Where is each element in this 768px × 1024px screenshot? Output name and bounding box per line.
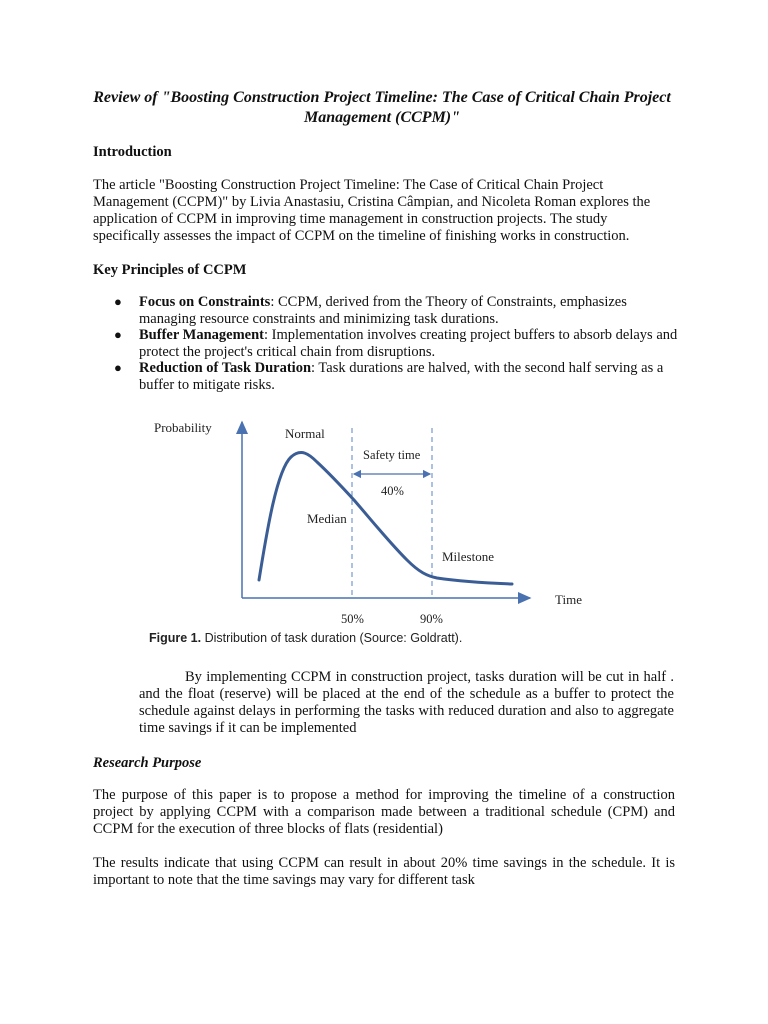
figure-caption bbox=[149, 631, 569, 645]
key-principles-heading: Key Principles of CCPM bbox=[93, 262, 247, 278]
task-duration-figure bbox=[145, 410, 595, 655]
introduction-heading: Introduction bbox=[93, 144, 172, 160]
bullet-icon: ● bbox=[114, 294, 122, 309]
principles-list bbox=[114, 294, 679, 394]
implementation-text: By implementing CCPM in construction project, tasks duration will be cut in half . and the float (reserve) will be placed at the end of the schedule as a buffer to protect the schedule against delays in performing the tasks with reduced duration and also to aggregate time savings if it can be implemented bbox=[139, 669, 674, 736]
distribution-curve bbox=[259, 453, 512, 584]
research-purpose-paragraph: The purpose of this paper is to propose a method for improving the timeline of a construction project by applying CCPM with a comparison made between a traditional schedule (CPM) and CCPM for the execution of three blocks of flats (residential) bbox=[93, 787, 675, 837]
list-item bbox=[114, 360, 679, 393]
bullet-label: Focus on Constraints bbox=[139, 294, 271, 310]
bullet-icon: ● bbox=[114, 327, 122, 343]
normal-label: Normal bbox=[285, 426, 325, 441]
caption-number: Figure 1. bbox=[149, 631, 202, 645]
list-item bbox=[114, 327, 679, 360]
research-purpose-heading: Research Purpose bbox=[93, 755, 202, 771]
safety-time-label: Safety time bbox=[363, 448, 421, 462]
tick-label-90: 90% bbox=[420, 612, 443, 626]
safety-percent-label: 40% bbox=[381, 484, 404, 498]
milestone-label: Milestone bbox=[442, 549, 494, 564]
caption-text: Distribution of task duration (Source: Goldratt). bbox=[201, 631, 463, 645]
list-item bbox=[114, 294, 679, 327]
median-label: Median bbox=[307, 511, 347, 526]
x-axis-label: Time bbox=[555, 592, 582, 607]
results-paragraph: The results indicate that using CCPM can result in about 20% time savings in the schedule. It is important to note that the time savings may vary for different task bbox=[93, 855, 675, 888]
bullet-icon: ● bbox=[114, 360, 122, 376]
y-axis-label: Probability bbox=[154, 420, 212, 435]
tick-label-50: 50% bbox=[341, 612, 364, 626]
implementation-paragraph bbox=[139, 669, 674, 737]
bullet-text: : CCPM, derived from the Theory of Constraints, emphasizes managing resource constraints and minimizing task durations. bbox=[139, 294, 627, 327]
bullet-text: : Implementation involves creating project buffers to absorb delays and protect the project's critical chain from disruptions. bbox=[139, 327, 678, 360]
bullet-label: Reduction of Task Duration bbox=[139, 360, 312, 377]
document-title: Review of "Boosting Construction Project Timeline: The Case of Critical Chain Project Management (CCPM)" bbox=[93, 89, 671, 126]
bullet-label: Buffer Management bbox=[139, 327, 264, 344]
bullet-text: : Task durations are halved, with the second half serving as a buffer to mitigate risks. bbox=[139, 360, 664, 393]
distribution-chart bbox=[145, 410, 595, 630]
introduction-paragraph: The article "Boosting Construction Project Timeline: The Case of Critical Chain Project Management (CCPM)" by Livia Anastasiu, Cristina Câmpian, and Nicoleta Roman explores the application of CCPM in improving time management in construction projects. The study specifically assesses the impact of CCPM on the timeline of finishing works in construction. bbox=[93, 177, 651, 244]
